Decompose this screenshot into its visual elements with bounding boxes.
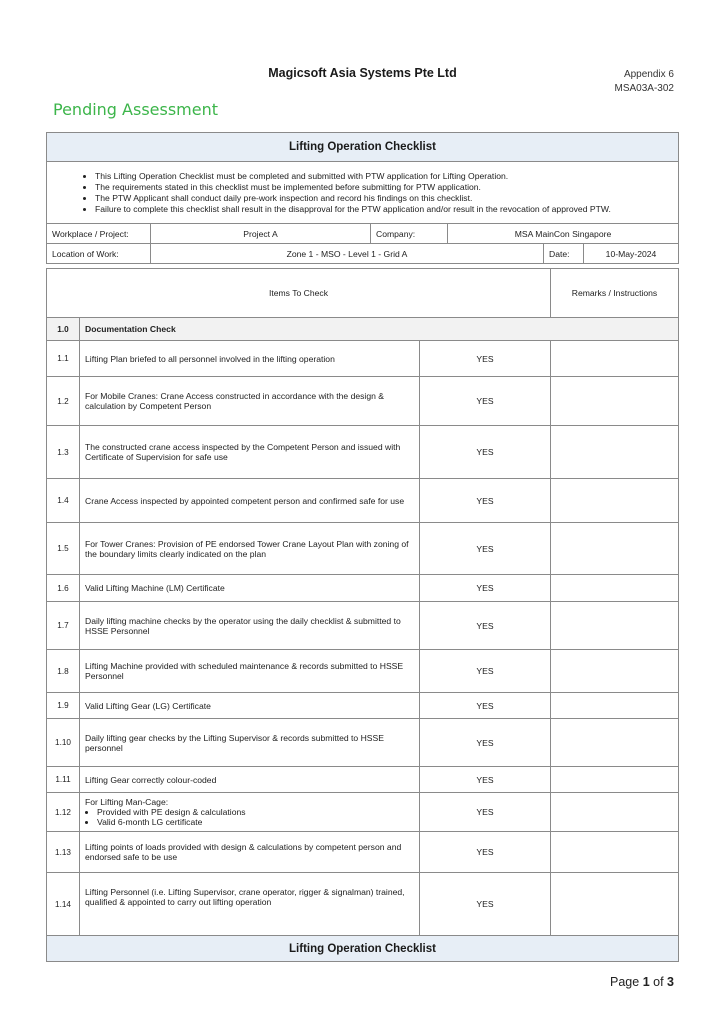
item-text: Daily lifting machine checks by the operator using the daily checklist & submitted to HSSE Personnel — [80, 602, 420, 650]
item-remarks[interactable] — [551, 377, 679, 426]
table-row — [47, 767, 679, 793]
instruction-item: • Failure to complete this checklist shall result in the disapproval for the PTW application and/or result in the revocation of approved PTW. — [95, 204, 678, 215]
item-remarks[interactable] — [551, 575, 679, 602]
item-text: The constructed crane access inspected by the Competent Person and issued with Certificate of Supervision for safe use — [80, 426, 420, 479]
item-text: Valid Lifting Gear (LG) Certificate — [80, 693, 420, 719]
item-text: For Mobile Cranes: Crane Access constructed in accordance with the design & calculation by Competent Person — [80, 377, 420, 426]
item-text: Lifting Plan briefed to all personnel involved in the lifting operation — [80, 341, 420, 377]
item-answer: YES — [420, 873, 551, 936]
item-number: 1.4 — [47, 479, 80, 523]
item-number: 1.7 — [47, 602, 80, 650]
workplace-value: Project A — [151, 224, 371, 244]
table-row — [47, 693, 679, 719]
item-text: Lifting points of loads provided with design & calculations by competent person and endorsed safe to be use — [80, 832, 420, 873]
instruction-item: • This Lifting Operation Checklist must be completed and submitted with PTW application for Lifting Operation. — [95, 171, 678, 182]
doc-code: MSA03A-302 — [614, 83, 674, 94]
checklist-title: Lifting Operation Checklist — [47, 133, 679, 162]
col-remarks-header: Remarks / Instructions — [551, 269, 679, 318]
item-remarks[interactable] — [551, 426, 679, 479]
item-answer: YES — [420, 832, 551, 873]
checklist-footer-title: Lifting Operation Checklist — [47, 936, 679, 962]
item-text-block — [80, 793, 420, 832]
table-row — [47, 479, 679, 523]
checklist-document — [46, 132, 678, 962]
date-value: 10-May-2024 — [584, 244, 679, 264]
item-number: 1.5 — [47, 523, 80, 575]
item-text: Lifting Gear correctly colour-coded — [80, 767, 420, 793]
table-row — [47, 341, 679, 377]
table-row — [47, 650, 679, 693]
item-number: 1.3 — [47, 426, 80, 479]
table-row — [47, 426, 679, 479]
item-answer: YES — [420, 377, 551, 426]
section-number: 1.0 — [47, 318, 80, 341]
item-answer: YES — [420, 602, 551, 650]
item-remarks[interactable] — [551, 341, 679, 377]
item-answer: YES — [420, 575, 551, 602]
item-remarks[interactable] — [551, 832, 679, 873]
item-number: 1.1 — [47, 341, 80, 377]
page-total: 3 — [667, 975, 674, 989]
item-text: For Lifting Man-Cage: — [85, 797, 169, 807]
page-current: 1 — [642, 975, 650, 989]
appendix-block — [615, 68, 674, 96]
table-row — [47, 793, 679, 832]
checklist-header-table — [46, 132, 679, 264]
workplace-label: Workplace / Project: — [47, 224, 151, 244]
col-items-header: Items To Check — [47, 269, 551, 318]
location-label: Location of Work: — [47, 244, 151, 264]
item-number: 1.11 — [47, 767, 80, 793]
page-of: of — [653, 975, 664, 989]
item-remarks[interactable] — [551, 793, 679, 832]
item-remarks[interactable] — [551, 767, 679, 793]
item-text: Lifting Machine provided with scheduled maintenance & records submitted to HSSE Personnel — [80, 650, 420, 693]
status-badge: Pending Assessment — [53, 100, 219, 119]
section-title: Documentation Check — [80, 318, 679, 341]
item-number: 1.10 — [47, 719, 80, 767]
instruction-item: • The PTW Applicant shall conduct daily pre-work inspection and record his findings on this checklist. — [95, 193, 678, 204]
item-text: Valid Lifting Machine (LM) Certificate — [80, 575, 420, 602]
item-answer: YES — [420, 650, 551, 693]
item-answer: YES — [420, 523, 551, 575]
item-answer: YES — [420, 767, 551, 793]
checklist-items-table — [46, 268, 679, 962]
item-answer: YES — [420, 693, 551, 719]
item-sub-point: • Valid 6-month LG certificate — [97, 817, 414, 827]
item-number: 1.12 — [47, 793, 80, 832]
item-remarks[interactable] — [551, 719, 679, 767]
item-answer: YES — [420, 793, 551, 832]
item-text: Daily lifting gear checks by the Lifting Supervisor & records submitted to HSSE personnel — [80, 719, 420, 767]
table-row — [47, 832, 679, 873]
item-answer: YES — [420, 719, 551, 767]
item-remarks[interactable] — [551, 602, 679, 650]
table-row — [47, 575, 679, 602]
item-text: Lifting Personnel (i.e. Lifting Supervisor, crane operator, rigger & signalman) trained, qualified & appointed to carry out lifting operation — [80, 873, 420, 936]
item-number: 1.6 — [47, 575, 80, 602]
table-row — [47, 873, 679, 936]
item-answer: YES — [420, 479, 551, 523]
company-value: MSA MainCon Singapore — [448, 224, 679, 244]
item-answer: YES — [420, 426, 551, 479]
item-remarks[interactable] — [551, 479, 679, 523]
table-row — [47, 377, 679, 426]
table-row — [47, 523, 679, 575]
item-text: For Tower Cranes: Provision of PE endorsed Tower Crane Layout Plan with zoning of the boundary limits clearly indicated on the plan — [80, 523, 420, 575]
item-number: 1.8 — [47, 650, 80, 693]
item-number: 1.9 — [47, 693, 80, 719]
item-number: 1.14 — [47, 873, 80, 936]
item-remarks[interactable] — [551, 693, 679, 719]
company-name: Magicsoft Asia Systems Pte Ltd — [268, 66, 457, 80]
date-label: Date: — [544, 244, 584, 264]
instruction-item: • The requirements stated in this checklist must be implemented before submitting for PTW application. — [95, 182, 678, 193]
item-number: 1.2 — [47, 377, 80, 426]
item-sub-point: • Provided with PE design & calculations — [97, 807, 414, 817]
appendix-label: Appendix 6 — [623, 69, 674, 80]
company-label: Company: — [371, 224, 448, 244]
item-remarks[interactable] — [551, 523, 679, 575]
instructions — [47, 162, 679, 224]
page-label: Page — [610, 975, 640, 989]
table-row — [47, 719, 679, 767]
table-row — [47, 602, 679, 650]
item-answer: YES — [420, 341, 551, 377]
location-value: Zone 1 - MSO - Level 1 - Grid A — [151, 244, 544, 264]
page-number — [610, 975, 674, 989]
item-number: 1.13 — [47, 832, 80, 873]
item-text: Crane Access inspected by appointed competent person and confirmed safe for use — [80, 479, 420, 523]
item-remarks[interactable] — [551, 650, 679, 693]
item-remarks[interactable] — [551, 873, 679, 936]
